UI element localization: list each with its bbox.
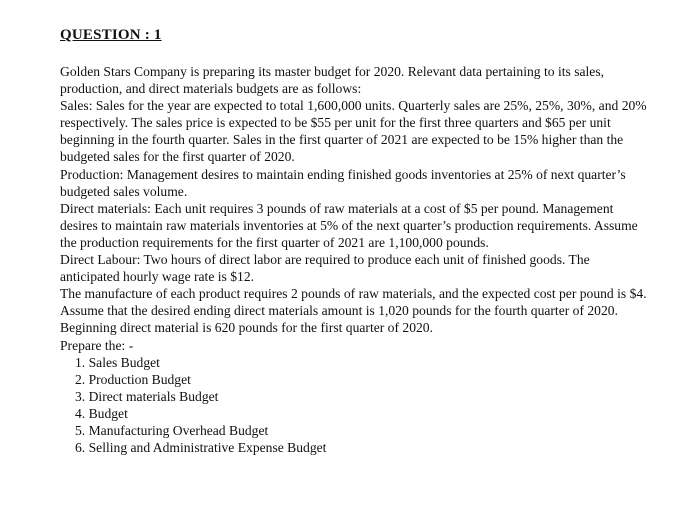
direct-materials-paragraph: Direct materials: Each unit requires 3 pounds of raw materials at a cost of $5 per pound. Management desires to maintain raw materials inventories at 5% of the next quarter’s production requirements. Assume the production requirements for the first quarter of 2021 are 1,100,000 pounds. [60,200,638,250]
question-body [60,63,648,456]
sales-paragraph: Sales: Sales for the year are expected to total 1,600,000 units. Quarterly sales are 25%, 25%, 30%, and 20% respectively. The sales price is expected to be $55 per unit for the first three quarters and $65 per unit beginning in the fourth quarter. Sales in the first quarter of 2021 are expected to be 15% higher than the budgeted sales for the first quarter of 2020. [60,98,647,165]
task-item: 3. Direct materials Budget [75,388,219,404]
task-list [60,354,648,457]
task-item: 4. Budget [75,405,128,421]
task-item: 1. Sales Budget [75,354,160,370]
task-item: 6. Selling and Administrative Expense Budget [75,440,327,456]
direct-labour-paragraph: Direct Labour: Two hours of direct labor are required to produce each unit of finished goods. The anticipated hourly wage rate is $12. [60,252,590,285]
production-paragraph: Production: Management desires to maintain ending finished goods inventories at 25% of next quarter’s budgeted sales volume. [60,166,626,199]
task-item: 5. Manufacturing Overhead Budget [75,422,269,438]
question-heading: QUESTION : 1 [60,27,162,43]
assumption-paragraph: Assume that the desired ending direct materials amount is 1,020 pounds for the fourth quarter of 2020. Beginning direct material is 620 pounds for the first quarter of 2020. [60,303,618,336]
manufacture-paragraph: The manufacture of each product requires 2 pounds of raw materials, and the expected cost per pound is $4. [60,286,647,302]
intro-paragraph: Golden Stars Company is preparing its master budget for 2020. Relevant data pertaining to its sales, production, and direct materials budgets are as follows: [60,64,605,97]
prepare-label: Prepare the: - [60,337,134,353]
task-item: 2. Production Budget [75,371,191,387]
